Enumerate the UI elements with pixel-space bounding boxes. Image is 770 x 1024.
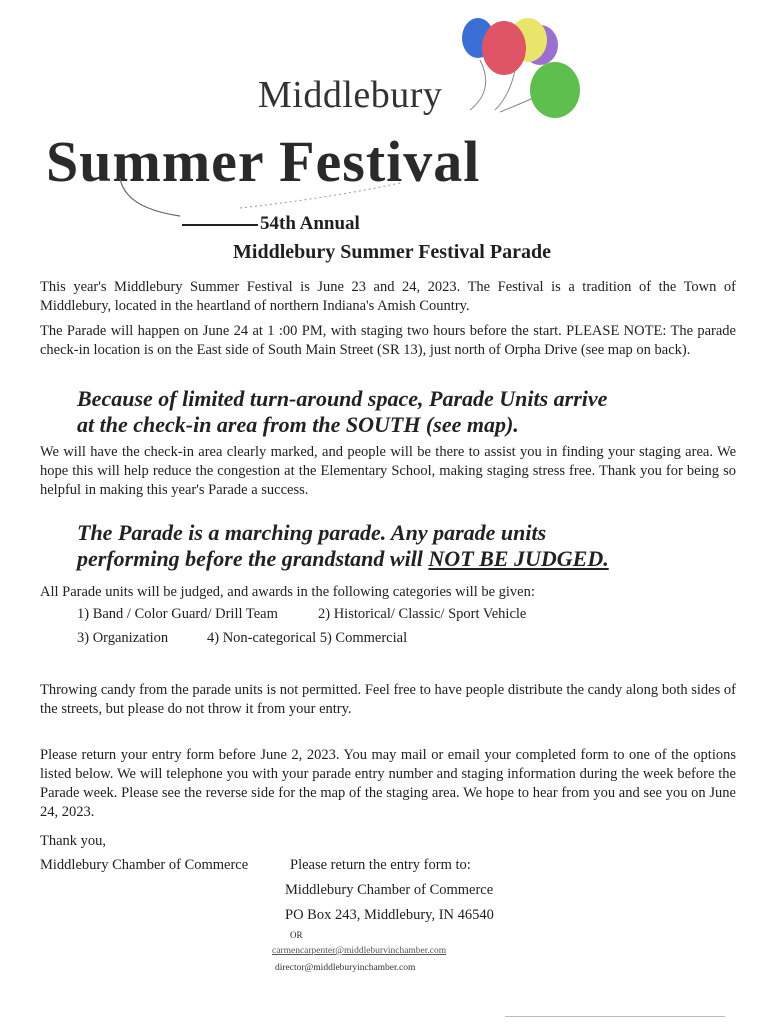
checkin-paragraph: We will have the check-in area clearly marked, and people will be there to assist you in finding your staging area. We hope this will help reduce the congestion at the Elementary School, making staging stress free. Thank you for being so helpful in making this year's Parade a success. [40, 444, 736, 498]
judging-paragraph: All Parade units will be judged, and awards in the following categories will be given: [40, 584, 535, 600]
page-title: Middlebury Summer Festival Parade [233, 241, 551, 263]
annual-heading [182, 213, 360, 235]
signature-text: Middlebury Chamber of Commerce [40, 857, 249, 873]
balloons-logo [440, 10, 590, 125]
or-label: OR [290, 930, 303, 940]
not-judged-text: NOT BE JUDGED. [428, 546, 609, 571]
return-to-label: Please return the entry form to: [290, 857, 471, 873]
address-name: Middlebury Chamber of Commerce [285, 882, 494, 898]
return-paragraph: Please return your entry form before June 2, 2023. You may mail or email your completed form to one of the options listed below. We will telephone you with your parade entry number and staging information during the week before the Parade week. Please see the reverse side for the map of the staging area. We hope to hear from you and see you on June 24, 2023. [40, 747, 736, 820]
emphasis-judging-heading [77, 520, 609, 572]
annual-dash [182, 224, 258, 226]
address-po-box: PO Box 243, Middlebury, IN 46540 [285, 907, 494, 923]
emphasis-checkin-heading [77, 386, 607, 438]
parade-info-paragraph: The Parade will happen on June 24 at 1 :00 PM, with staging two hours before the start. PLEASE NOTE: The parade check-in location is on the East side of South Main Street (SR 13), just north of Orpha Drive (see map on back). [40, 323, 736, 358]
candy-paragraph: Throwing candy from the parade units is not permitted. Feel free to have people distribute the candy along both sides of the streets, but please do not throw it from your entry. [40, 682, 736, 717]
emphasis-judging-line2-text: performing before the grandstand will [77, 546, 429, 571]
logo-town-name: Middlebury [258, 74, 443, 116]
emphasis-judging-line2 [77, 546, 609, 572]
logo-festival-name: Summer Festival [46, 129, 481, 194]
email-link-2[interactable]: director@middleburyinchamber.com [275, 963, 416, 973]
footer-rule [505, 1016, 725, 1017]
annual-label: 54th Annual [260, 213, 360, 234]
emphasis-checkin-line1: Because of limited turn-around space, Parade Units arrive [77, 386, 608, 411]
intro-paragraph: This year's Middlebury Summer Festival is June 23 and 24, 2023. The Festival is a tradition of the Town of Middlebury, located in the heartland of northern Indiana's Amish Country. [40, 279, 736, 314]
emphasis-judging-line1: The Parade is a marching parade. Any parade units [77, 520, 547, 545]
thanks-text: Thank you, [40, 833, 107, 849]
balloon-red [482, 21, 526, 75]
emphasis-checkin-line2: at the check-in area from the SOUTH (see map). [77, 412, 519, 437]
category-3: 3) Organization [77, 630, 169, 646]
category-1: 1) Band / Color Guard/ Drill Team [77, 606, 278, 622]
category-2: 2) Historical/ Classic/ Sport Vehicle [318, 606, 527, 622]
category-4-5: 4) Non-categorical 5) Commercial [207, 630, 408, 646]
balloon-green [530, 62, 580, 118]
email-link-1[interactable]: carmencarpenter@middleburvinchamber.com [272, 946, 447, 956]
